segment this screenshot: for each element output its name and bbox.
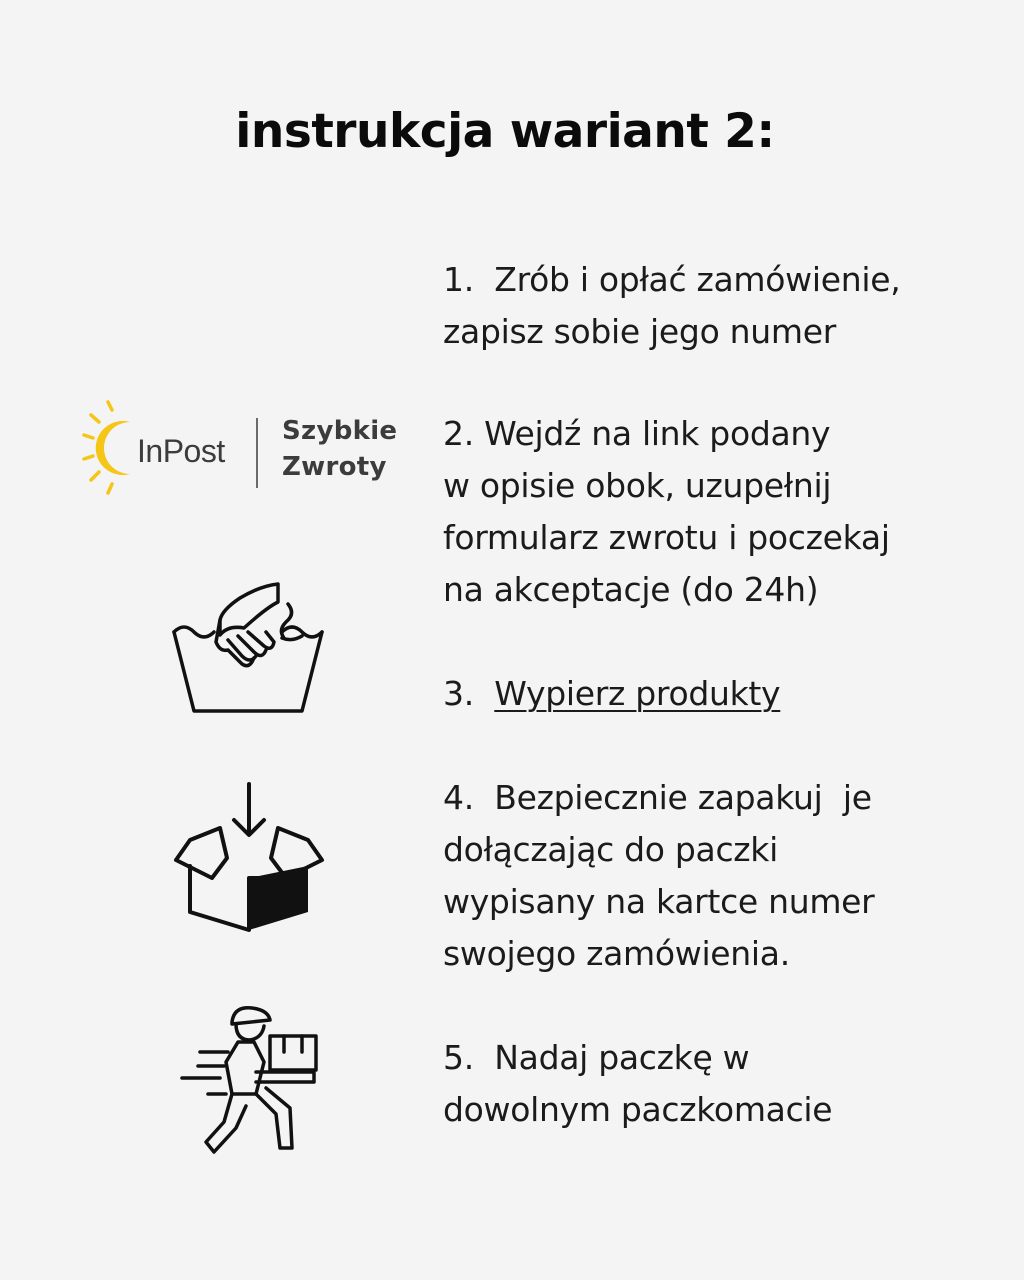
logo-subtitle-line1: Szybkie [282,416,398,446]
step-text-line: w opisie obok, uzupełnij [443,466,832,505]
inpost-brand: InPost [137,433,225,469]
page-title: instrukcja wariant 2: [235,104,775,159]
step-number: 4. [443,778,474,817]
step-text-line: swojego zamówienia. [443,934,790,973]
box-packing-icon [172,782,327,934]
step-number: 5. [443,1038,474,1077]
logo-divider [256,418,258,488]
step-text-line: na akceptacje (do 24h) [443,570,819,609]
step-4 [443,772,1003,980]
step-number: 3. [443,674,474,713]
step-text-line: Nadaj paczkę w [494,1038,750,1077]
step-text-line: Zrób i opłać zamówienie, [494,260,901,299]
wash-products-link[interactable]: Wypierz produkty [494,674,781,713]
inpost-logo [82,400,427,500]
step-text-line: wypisany na kartce numer [443,882,875,921]
step-text-line: zapisz sobie jego numer [443,312,836,351]
logo-subtitle-line2: Zwroty [282,452,387,482]
step-text-line: dowolnym paczkomacie [443,1090,833,1129]
courier-delivery-icon [180,1002,322,1162]
step-text-line: Wejdź na link podany [484,414,831,453]
sun-icon [82,400,142,500]
step-text-line: formularz zwrotu i poczekaj [443,518,890,557]
hand-wash-icon [168,580,328,715]
step-text-line: Bezpiecznie zapakuj je [494,778,872,817]
step-text-line: dołączając do paczki [443,830,778,869]
step-number: 2. [443,414,474,453]
step-number: 1. [443,260,474,299]
step-3 [443,668,1003,720]
step-5 [443,1032,1003,1136]
step-1 [443,254,1003,358]
step-2 [443,408,1003,616]
